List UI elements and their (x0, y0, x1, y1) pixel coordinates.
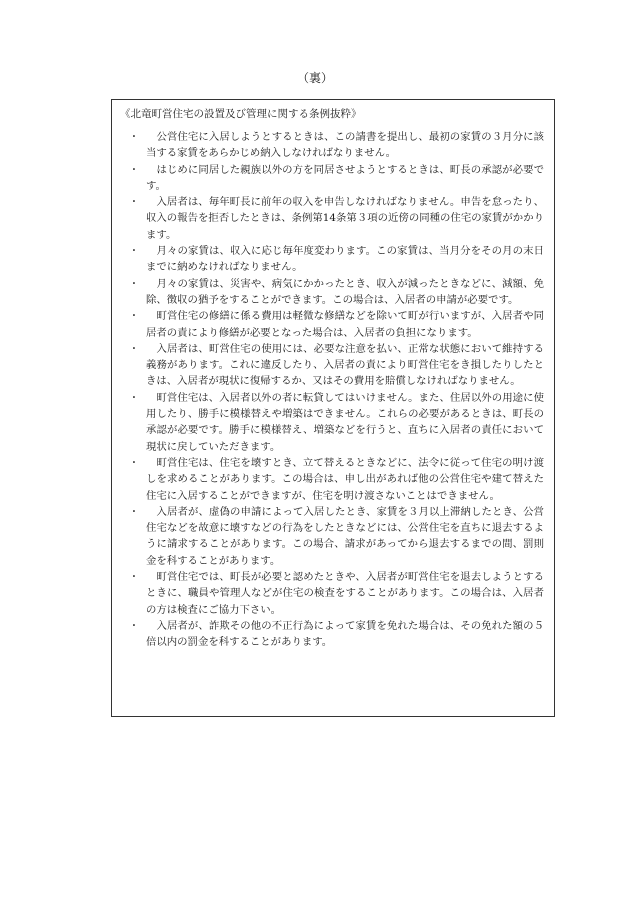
ordinance-item-list (120, 129, 544, 651)
list-item-text: 公営住宅に入居しようとするときは、この請書を提出し、最初の家賃の３月分に該当する家賃をあらかじめ納入しなければなりません。 (146, 131, 544, 160)
bullet-icon: ・ (128, 131, 140, 143)
list-item-text: 入居者は、町営住宅の使用には、必要な注意を払い、正常な状態において維持する義務があります。これに違反したり、入居者の責により町営住宅をき損したりしたときは、入居者が現状に復帰するか、又はその費用を賠償しなければなりません。 (146, 342, 544, 388)
list-item-text: 町営住宅は、住宅を壊すとき、立て替えるときなどに、法令に従って住宅の明け渡しを求めることがあります。この場合は、申し出があれば他の公営住宅や建て替えた住宅に入居することができますが、住宅を明け渡さないことはできません。 (146, 456, 544, 502)
bullet-icon: ・ (128, 196, 140, 209)
list-item (120, 341, 544, 390)
list-item-text: 入居者が、虚偽の申請によって入居したとき、家賃を３月以上滞納したとき、公営住宅などを故意に壊すなどの行為をしたときなどには、公営住宅を直ちに退去するように請求することがあります。この場合、請求があってから退去するまでの間、罰則金を科することがあります。 (146, 505, 544, 567)
list-item-text: 月々の家賃は、災害や、病気にかかったとき、収入が減ったときなどに、減額、免除、徴収の猶予をすることができます。この場合は、入居者の申請が必要です。 (146, 277, 544, 306)
list-item (120, 194, 544, 243)
list-item (120, 162, 544, 195)
list-item-text: 入居者は、毎年町長に前年の収入を申告しなければなりません。申告を怠ったり、収入の報告を拒否したときは、条例第14条第３項の近傍の同種の住宅の家賃がかかります。 (146, 196, 544, 241)
list-item (120, 504, 544, 569)
bullet-icon: ・ (128, 505, 140, 518)
page-side-label: （裏） (296, 71, 333, 85)
bullet-icon: ・ (128, 342, 140, 355)
list-item-text: 町営住宅の修繕に係る費用は軽微な修繕などを除いて町が行いますが、入居者や同居者の責により修繕が必要となった場合は、入居者の負担になります。 (146, 310, 544, 339)
bullet-icon: ・ (128, 310, 140, 323)
list-item (120, 243, 544, 276)
list-item (120, 569, 544, 618)
bullet-icon: ・ (128, 277, 140, 290)
bullet-icon: ・ (128, 391, 140, 404)
list-item-text: 月々の家賃は、収入に応じ毎年度変わります。この家賃は、当月分をその月の末日までに納めなければなりません。 (146, 245, 544, 274)
bullet-icon: ・ (128, 163, 140, 176)
list-item-text: 町営住宅は、入居者以外の者に転貸してはいけません。また、住居以外の用途に使用したり、勝手に模様替えや増築はできません。これらの必要があるときは、町長の承認が必要です。勝手に模様替え、増築などを行うと、直ちに入居者の責任において現状に戻していただきます。 (146, 391, 544, 453)
bullet-icon: ・ (128, 456, 140, 469)
list-item (120, 618, 544, 651)
excerpt-heading: 《北竜町営住宅の設置及び管理に関する条例抜粋》 (120, 108, 362, 120)
list-item (120, 276, 544, 309)
list-item (120, 390, 544, 455)
list-item (120, 455, 544, 504)
ordinance-excerpt-box (111, 99, 555, 717)
list-item-text: 入居者が、詐欺その他の不正行為によって家賃を免れた場合は、その免れた額の５倍以内の罰金を科することがあります。 (146, 619, 544, 649)
list-item (120, 308, 544, 341)
list-item-text: はじめに同居した親族以外の方を同居させようとするときは、町長の承認が必要です。 (146, 163, 544, 192)
bullet-icon: ・ (128, 571, 140, 584)
bullet-icon: ・ (128, 245, 140, 258)
list-item-text: 町営住宅では、町長が必要と認めたときや、入居者が町営住宅を退去しようとするときに、職員や管理人などが住宅の検査をすることがあります。この場合は、入居者の方は検査にご協力下さい。 (146, 571, 544, 616)
bullet-icon: ・ (128, 619, 140, 632)
list-item (120, 129, 544, 162)
